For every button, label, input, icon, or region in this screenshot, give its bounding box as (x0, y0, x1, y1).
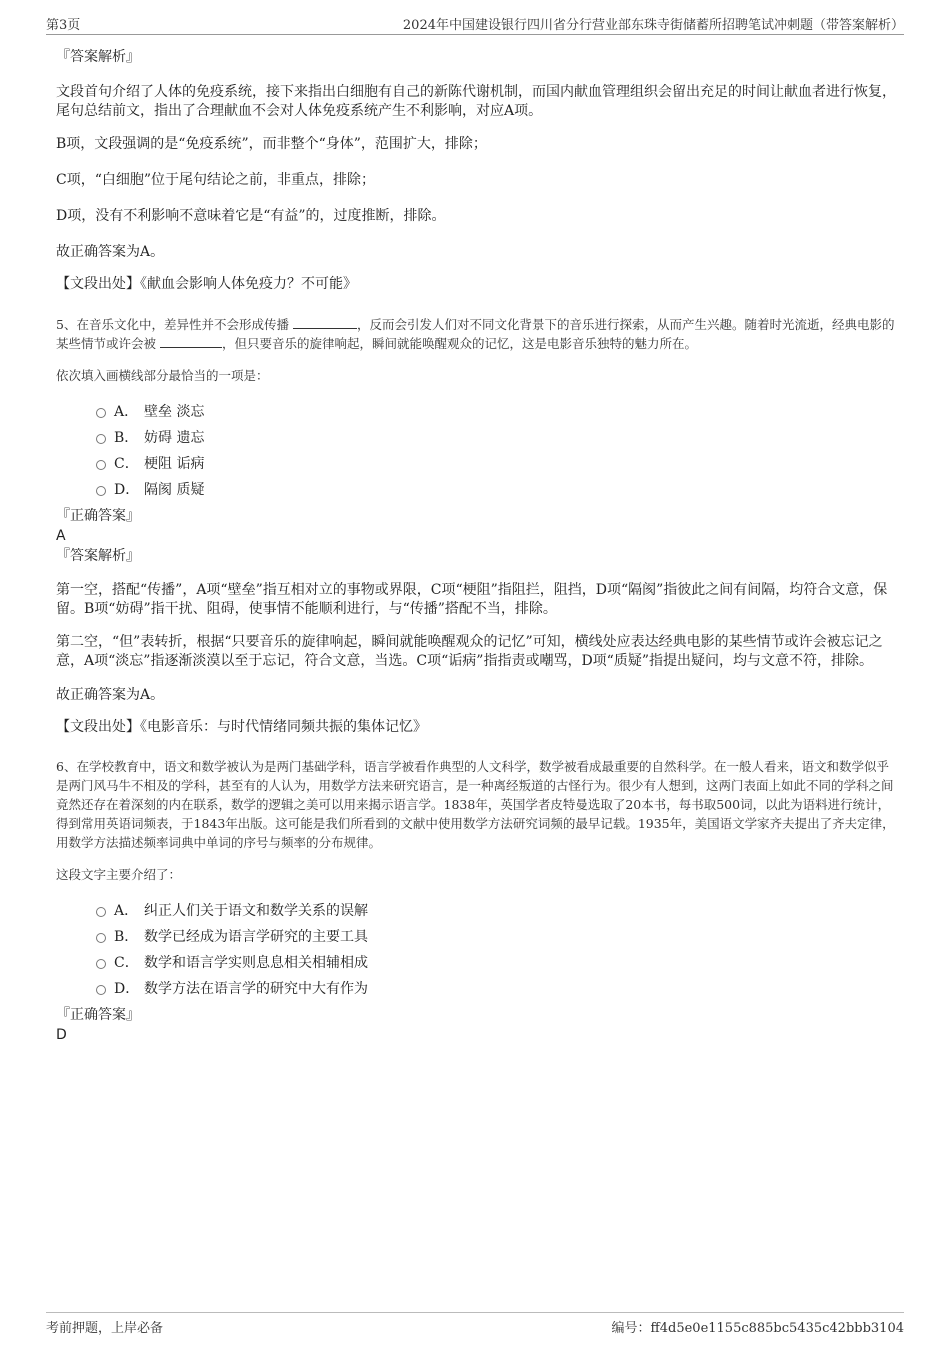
option-text: 壁垒 淡忘 (144, 404, 205, 420)
option-letter: A． (114, 903, 139, 919)
radio-button-icon[interactable] (96, 933, 106, 943)
q5-stem-part-2: ，反而会引发人们对不同文化背景下的音乐进行探索，从而产生兴趣。随着时光流逝，经典电影的某些情节或许会被 (56, 317, 895, 351)
q4-analysis-paragraph-2: B项，文段强调的是“免疫系统”，而非整个“身体”，范围扩大，排除； (56, 136, 487, 152)
q5-analysis-paragraph-1: 第一空，搭配“传播”，A项“壁垒”指互相对立的事物或界限，C项“梗阻”指阻拦，阻挡，D项“隔阂”指彼此之间有间隔，均符合文意，保留。B项“妨碍”指干扰、阻碍，使事情不能顺利进行，与“传播”搭配不当，排除。 (56, 582, 888, 617)
q5-conclusion: 故正确答案为A。 (56, 687, 165, 703)
option-text: 数学已经成为语言学研究的主要工具 (144, 929, 368, 945)
q4-analysis-label: 『答案解析』 (56, 49, 140, 65)
option-letter: C． (114, 955, 139, 971)
q5-blank-2 (160, 335, 222, 348)
option-letter: D． (114, 482, 140, 498)
radio-button-icon[interactable] (96, 460, 106, 470)
q6-option-d[interactable] (96, 976, 896, 1002)
footer-slogan: 考前押题，上岸必备 (46, 1321, 164, 1336)
radio-button-icon[interactable] (96, 985, 106, 995)
q6-option-a[interactable] (96, 898, 896, 924)
page-header (46, 14, 904, 35)
q5-answer: A (56, 528, 66, 544)
radio-button-icon[interactable] (96, 434, 106, 444)
q4-conclusion: 故正确答案为A。 (56, 244, 165, 260)
radio-button-icon[interactable] (96, 907, 106, 917)
q6-prompt: 这段文字主要介绍了： (56, 867, 182, 882)
page-number: 第3页 (46, 18, 81, 33)
q5-option-a[interactable] (96, 399, 896, 425)
q5-stem (56, 315, 896, 353)
q5-stem-part-3: ，但只要音乐的旋律响起，瞬间就能唤醒观众的记忆，这是电影音乐独特的魅力所在。 (222, 336, 698, 351)
q5-options (96, 399, 896, 503)
option-text: 妨碍 遗忘 (144, 430, 205, 446)
q6-stem: 6、在学校教育中，语文和数学被认为是两门基础学科，语言学被看作典型的人文科学，数学被看成最重要的自然科学。在一般人看来，语文和数学似乎是两门风马牛不相及的学科，甚至有的人认为，用数学方法来研究语言，是一种离经叛道的古怪行为。很少有人想到，这两门表面上如此不同的学科之间竟然还存在着深刻的内在联系，数学的逻辑之美可以用来揭示语言学。1838年，英国学者皮特曼选取了20本书，每书取500词，以此为语料进行统计，得到常用英语词频表，于1843年出版。这可能是我们所看到的文献中使用数学方法研究词频的最早记载。1935年，美国语文学家齐夫提出了齐夫定律，用数学方法描述频率词典中单词的序号与频率的分布规律。 (56, 759, 895, 850)
document-code: 编号：ff4d5e0e1155c885bc5435c42bbb3104 (611, 1321, 904, 1336)
radio-button-icon[interactable] (96, 959, 106, 969)
option-letter: B． (114, 430, 139, 446)
q5-option-d[interactable] (96, 477, 896, 503)
radio-button-icon[interactable] (96, 408, 106, 418)
option-letter: D． (114, 981, 140, 997)
q4-source: 【文段出处】《献血会影响人体免疫力？不可能》 (56, 276, 357, 292)
radio-button-icon[interactable] (96, 486, 106, 496)
option-text: 数学和语言学实则息息相关相辅相成 (144, 955, 368, 971)
option-letter: A． (114, 404, 139, 420)
q6-answer-label: 『正确答案』 (56, 1007, 140, 1023)
q6-answer: D (56, 1027, 67, 1043)
q5-answer-label: 『正确答案』 (56, 508, 140, 524)
option-text: 纠正人们关于语文和数学关系的误解 (144, 903, 368, 919)
page-content (56, 44, 896, 1045)
q4-analysis-paragraph-3: C项，“白细胞”位于尾句结论之前，非重点，排除； (56, 172, 376, 188)
q6-options (96, 898, 896, 1002)
q5-prompt: 依次填入画横线部分最恰当的一项是： (56, 368, 269, 383)
q5-option-c[interactable] (96, 451, 896, 477)
q5-option-b[interactable] (96, 425, 896, 451)
q5-source: 【文段出处】《电影音乐：与时代情绪同频共振的集体记忆》 (56, 719, 427, 735)
document-title: 2024年中国建设银行四川省分行营业部东珠寺街储蓄所招聘笔试冲刺题（带答案解析） (402, 18, 904, 33)
option-letter: B． (114, 929, 139, 945)
option-text: 数学方法在语言学的研究中大有作为 (144, 981, 368, 997)
q5-analysis-label: 『答案解析』 (56, 548, 140, 564)
option-text: 梗阻 诟病 (144, 456, 205, 472)
option-letter: C． (114, 456, 139, 472)
option-text: 隔阂 质疑 (144, 482, 205, 498)
q5-stem-part-1: 5、在音乐文化中，差异性并不会形成传播 (56, 317, 289, 332)
page-footer (46, 1312, 904, 1338)
q6-option-b[interactable] (96, 924, 896, 950)
q6-option-c[interactable] (96, 950, 896, 976)
q5-analysis-paragraph-2: 第二空，“但”表转折，根据“只要音乐的旋律响起，瞬间就能唤醒观众的记忆”可知，横线处应表达经典电影的某些情节或许会被忘记之意，A项“淡忘”指逐渐淡漠以至于忘记，符合文意，当选。C项“诟病”指指责或嘲骂，D项“质疑”指提出疑问，均与文意不符，排除。 (56, 634, 883, 669)
q5-blank-1 (293, 316, 357, 329)
q4-analysis-paragraph-4: D项，没有不利影响不意味着它是“有益”的，过度推断，排除。 (56, 208, 446, 224)
q4-analysis-paragraph-1: 文段首句介绍了人体的免疫系统，接下来指出白细胞有自己的新陈代谢机制，而国内献血管理组织会留出充足的时间让献血者进行恢复，尾句总结前文，指出了合理献血不会对人体免疫系统产生不利影响，对应A项。 (56, 84, 896, 119)
